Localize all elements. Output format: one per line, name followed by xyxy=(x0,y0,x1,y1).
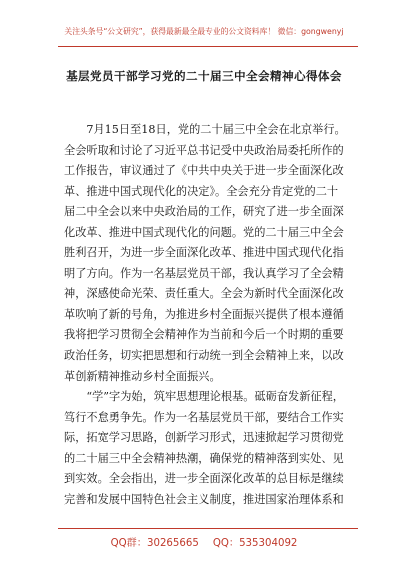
body-line: 胜利召开，为进一步全面深化改革、推进中国式现代化指 xyxy=(64,246,344,260)
body-line: 明了方向。作为一名基层党员干部，我认真学习了全会精 xyxy=(64,266,344,280)
body-line: 化改革、推进中国式现代化的问题。党的二十届三中全会 xyxy=(64,225,344,239)
document-title: 基层党员干部学习党的二十届三中全会精神心得体会 xyxy=(66,69,342,83)
body-line: 神，深感使命光荣、责任重大。全会为新时代全面深化改 xyxy=(64,287,344,301)
document-body xyxy=(64,120,352,510)
qq-group-label: QQ群：30265665 xyxy=(110,538,199,549)
body-line: 7月15日至18日，党的二十届三中全会在北京举行。 xyxy=(64,123,346,136)
body-line: 全会听取和讨论了习近平总书记受中央政治局委托所作的 xyxy=(64,143,344,157)
qq-contact-label: QQ：535304092 xyxy=(212,538,298,549)
body-line: 届二中全会以来中央政治局的工作，研究了进一步全面深 xyxy=(64,205,344,219)
body-line: 我将把学习贯彻全会精神作为当前和今后一个时期的重要 xyxy=(64,328,344,342)
footer-contact xyxy=(0,534,408,549)
body-line: 的二十届三中全会精神热潮，确保党的精神落到实处、见 xyxy=(64,451,344,465)
body-line: 政治任务，切实把思想和行动统一到全会精神上来，以改 xyxy=(64,349,344,363)
body-line: 际，拓宽学习思路，创新学习形式，迅速掀起学习贯彻党 xyxy=(64,431,344,445)
body-line: 工作报告，审议通过了《中共中央关于进一步全面深化改 xyxy=(64,164,344,178)
header-divider xyxy=(58,46,358,47)
body-line: “学”字为始，筑牢思想理论根基。砥砺奋发新征程， xyxy=(64,390,344,404)
body-line: 革创新精神推动乡村全面振兴。 xyxy=(64,369,221,383)
footer-divider xyxy=(58,528,358,529)
body-line: 革、推进中国式现代化的决定》。全会充分肯定党的二十 xyxy=(64,184,339,198)
header-banner: 关注头条号“公文研究”，获得最新最全最专业的公文资料库！ 微信：gongwenyj xyxy=(64,27,344,36)
body-line: 革吹响了新的号角，为推进乡村全面振兴提供了根本遵循 xyxy=(64,307,344,321)
body-line: 到实效。全会指出，进一步全面深化改革的总目标是继续 xyxy=(64,472,344,486)
body-line: 完善和发展中国特色社会主义制度，推进国家治理体系和 xyxy=(64,492,344,506)
body-line: 笃行不怠勇争先。作为一名基层党员干部，要结合工作实 xyxy=(64,410,344,424)
